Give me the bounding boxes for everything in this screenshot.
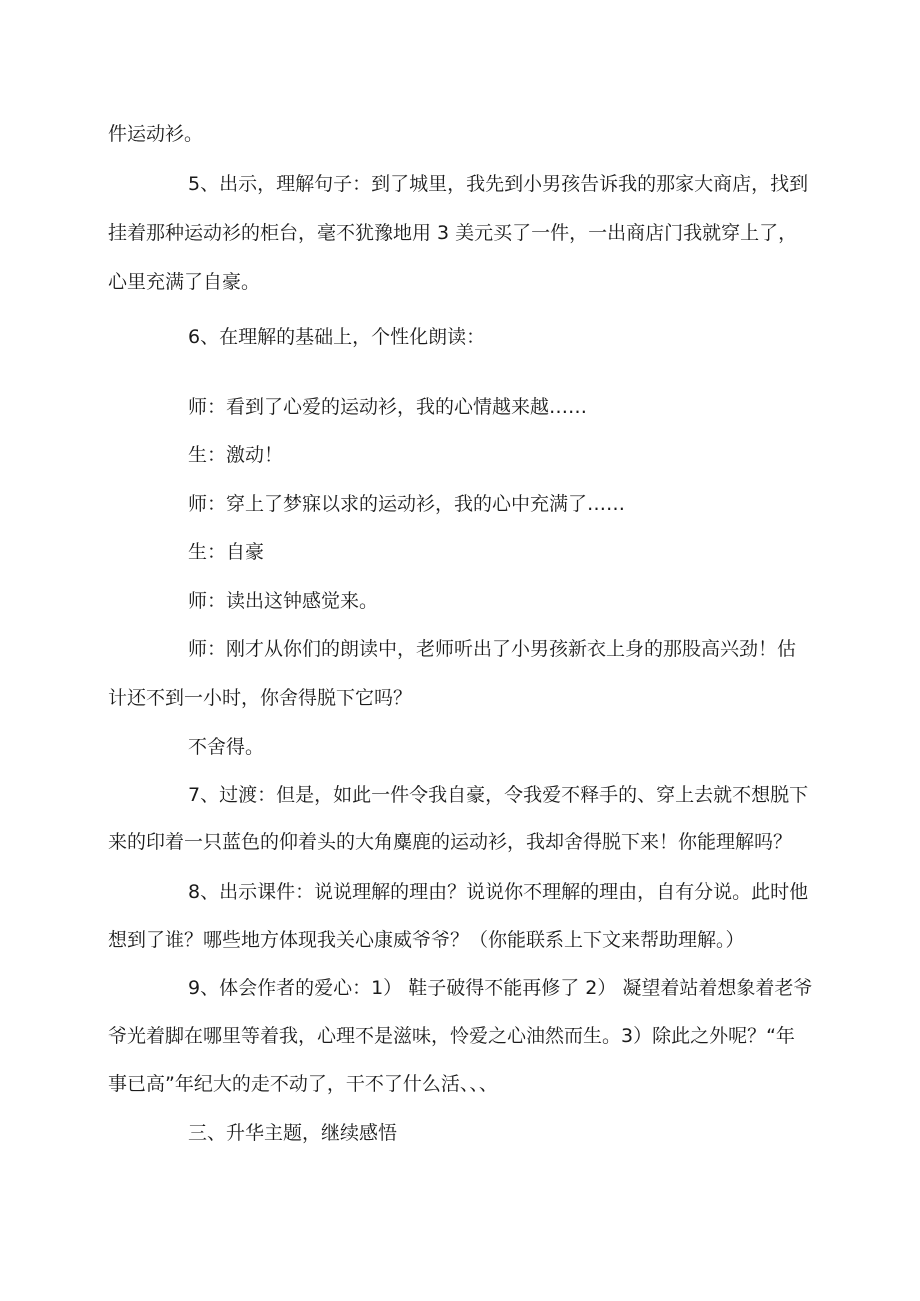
text-line-15: 来的印着一只蓝色的仰着头的大角麋鹿的运动衫，我却舍得脱下来！你能理解吗？ — [108, 831, 793, 853]
text-line-13: 不舍得。 — [188, 736, 265, 758]
text-line-3: 挂着那种运动衫的柜台，毫不犹豫地用 3 美元买了一件，一出商店门我就穿上了， — [108, 222, 798, 244]
text-line-16: 8、出示课件：说说理解的理由？说说你不理解的理由，自有分说。此时他 — [188, 881, 809, 903]
text-line-17: 想到了谁？哪些地方体现我关心康威爷爷？（你能联系上下文来帮助理解。） — [108, 929, 745, 951]
text-line-9: 生：自豪 — [188, 541, 265, 563]
text-line-14: 7、过渡：但是，如此一件令我自豪，令我爱不释手的、穿上去就不想脱下 — [188, 784, 809, 806]
text-line-12: 计还不到一小时，你舍得脱下它吗？ — [108, 687, 413, 709]
text-line-21: 三、升华主题，继续感悟 — [188, 1122, 398, 1144]
text-line-7: 生：激动！ — [188, 444, 284, 466]
text-line-11: 师：刚才从你们的朗读中，老师听出了小男孩新衣上身的那股高兴劲！估 — [188, 638, 797, 660]
text-line-18: 9、体会作者的爱心：1） 鞋子破得不能再修了 2） 凝望着站着想象着老爷 — [188, 977, 813, 999]
text-line-20: 事已高”年纪大的走不动了，干不了什么活、、、 — [108, 1073, 498, 1095]
text-line-10: 师：读出这钟感觉来。 — [188, 590, 379, 612]
text-line-19: 爷光着脚在哪里等着我，心理不是滋味，怜爱之心油然而生。3）除此之外呢？“年 — [108, 1025, 795, 1047]
text-line-6: 师：看到了心爱的运动衫，我的心情越来越…… — [188, 396, 588, 418]
text-line-4: 心里充满了自豪。 — [108, 271, 261, 293]
text-line-2: 5、出示，理解句子：到了城里，我先到小男孩告诉我的那家大商店，找到 — [188, 173, 809, 195]
text-line-5: 6、在理解的基础上，个性化朗读： — [188, 326, 486, 348]
text-line-1: 件运动衫。 — [108, 123, 204, 145]
text-line-8: 师：穿上了梦寐以求的运动衫，我的心中充满了…… — [188, 493, 626, 515]
